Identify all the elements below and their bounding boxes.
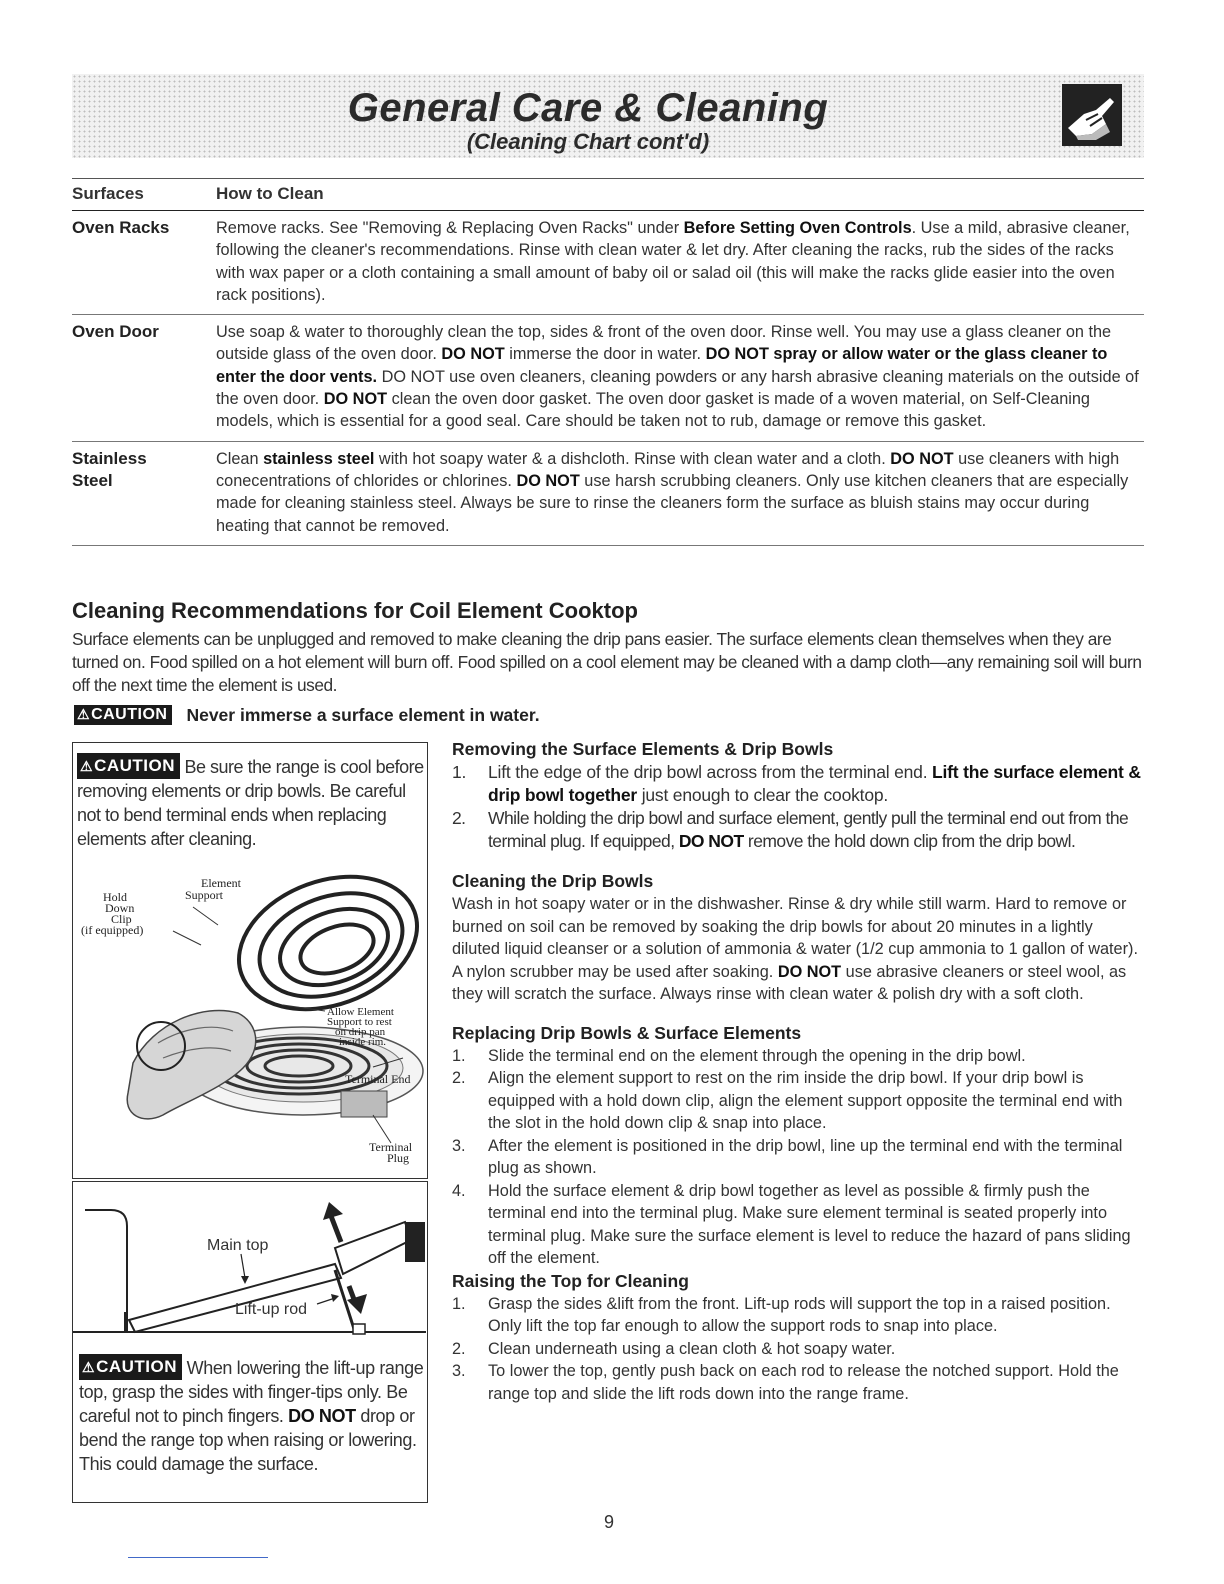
label-support: Support (185, 888, 224, 902)
caution-badge: ⚠CAUTION (74, 705, 172, 725)
cleaning-chart (72, 178, 1144, 546)
page-subtitle: (Cleaning Chart cont'd) (466, 129, 710, 154)
chart-row-stainless-steel (72, 442, 1144, 546)
footer-rule (128, 1557, 268, 1558)
list-item: 2. While holding the drip bowl and surface element, gently pull the terminal end out from the terminal plug. If equipped, DO NOT remove the hold down clip from the drip bowl. (452, 808, 1129, 851)
label-inside-rim: inside rim. (339, 1036, 387, 1048)
label-terminal: Terminal (369, 1140, 413, 1154)
list-item: 1. Grasp the sides &lift from the front. Lift-up rods will support the top in a raised position. Only lift the top far enough to allow the support rods to snap into place. (452, 1294, 1111, 1335)
col-surfaces: Surfaces (72, 184, 144, 203)
warning-triangle-icon: ⚠ (77, 706, 91, 722)
caution-lift-top-text: ⚠CAUTION When lowering the lift-up range top, grasp the sides with finger-tips only. Be careful not to pinch fingers. DO NOT drop or bend the range top when raising or lowering. This could damage the surface. (79, 1354, 425, 1476)
list-item: 1. Lift the edge of the drip bowl across from the terminal end. Lift the surface element & drip bowl together just enough to clear the cooktop. (452, 762, 1141, 805)
list-item: 4. Hold the surface element & drip bowl together as level as possible & firmly push the terminal end into the terminal plug. Make sure element terminal is seated properly into terminal plug. Make sure the surface element is level to reduce the hazard of pans sliding off the element. (452, 1181, 1131, 1267)
section-title: Cleaning Recommendations for Coil Element Cooktop (72, 598, 638, 623)
removing-steps (452, 761, 1144, 853)
lift-up-top-box (72, 1181, 428, 1503)
label-lift-up-rod: Lift-up rod (235, 1301, 308, 1318)
surface-instructions: Clean stainless steel with hot soapy water & a dishcloth. Rinse with clean water and a cloth. DO NOT use cleaners with high conecentrations of chlorides or chlorines. DO NOT use harsh scrubbing cleaners. Only use kitchen cleaners that are especially made for cleaning stainless steel. Always be sure to rinse the cleaners form the surface as bluish stains may occur during heating that cannot be removed. (216, 449, 1129, 535)
list-item: 3. After the element is positioned in the drip bowl, line up the terminal end with the terminal plug as shown. (452, 1136, 1123, 1177)
label-plug: Plug (387, 1151, 410, 1165)
replacing-title: Replacing Drip Bowls & Surface Elements (452, 1022, 802, 1043)
list-item: 3. To lower the top, gently push back on each rod to release the notched support. Hold the range top and slide the lift rods down into the range frame. (452, 1362, 1119, 1403)
col-how-to-clean: How to Clean (216, 184, 324, 203)
coil-element-diagram (73, 853, 426, 1178)
label-on-drip-pan: on drip pan (335, 1026, 386, 1038)
surface-instructions: Use soap & water to thoroughly clean the top, sides & front of the oven door. Rinse well. You may use a glass cleaner on the outside glass of the oven door. DO NOT immerse the door in water. DO NOT spray or allow water or the glass cleaner to enter the door vents. DO NOT use oven cleaners, cleaning powders or any harsh abrasive cleaning materials on the outside of the oven door. DO NOT clean the oven door gasket. The oven door gasket is made of a woven material, on Self-Cleaning models, which is essential for a good seal. Care should be taken not to rub, damage or remove this gasket. (216, 323, 1139, 431)
page-title: General Care & Cleaning (347, 86, 829, 130)
list-item: 2. Clean underneath using a clean cloth & hot soapy water. (452, 1339, 896, 1358)
label-hold: Hold (103, 890, 127, 904)
label-allow-element: Allow Element (327, 1006, 394, 1018)
chart-row-oven-door (72, 315, 1144, 441)
cleaning-hand-icon (1062, 84, 1122, 146)
list-item: 2. Align the element support to rest on the rim inside the drip bowl. If your drip bowl is equipped with a hold down clip, align the element support opposite the terminal end with the slot in the hold down clip & snap into place. (452, 1069, 1123, 1132)
lift-up-rod-diagram (73, 1182, 426, 1352)
label-down: Down (105, 901, 135, 915)
replacing-steps (452, 1045, 1144, 1270)
caution-text: Never immerse a surface element in water. (186, 705, 540, 725)
surface-name: Oven Racks (72, 218, 170, 237)
label-support-to-rest: Support to rest (327, 1016, 392, 1028)
surface-name: Oven Door (72, 322, 159, 342)
caution-notice (74, 705, 540, 726)
cleaning-drip-text: Wash in hot soapy water or in the dishwasher. Rinse & dry while still warm. Hard to remove or burned on soil can be removed by soaking the drip bowls for about 20 minutes in a lightly diluted liquid cleanser or a solution of ammonia & water (1/2 cup ammonia to 1 gallon of water). A nylon scrubber may be used after soaking. DO NOT use abrasive cleaners or steel wool, as they will scratch the surface. Always rinse with clean water & polish dry with a soft cloth. (452, 895, 1138, 1003)
warning-triangle-icon: ⚠ (82, 1359, 96, 1375)
raising-title: Raising the Top for Cleaning (452, 1270, 689, 1291)
raising-steps (452, 1293, 1144, 1406)
caution-badge: ⚠CAUTION (77, 753, 180, 779)
label-element: Element (201, 876, 241, 890)
warning-triangle-icon: ⚠ (80, 758, 94, 774)
label-if-equipped: (if equipped) (81, 923, 144, 937)
label-main-top: Main top (207, 1237, 269, 1254)
caution-badge: ⚠CAUTION (79, 1354, 182, 1380)
chart-row-oven-racks (72, 211, 1144, 315)
caution-cool-range-text: ⚠CAUTION Be sure the range is cool before removing elements or drip bowls. Be careful not to bend terminal ends when replacing elements after cleaning. (77, 753, 425, 851)
chart-header (72, 178, 1144, 211)
removing-title: Removing the Surface Elements & Drip Bowls (452, 739, 834, 759)
element-illustration-box (72, 742, 428, 1179)
cleaning-drip-title: Cleaning the Drip Bowls (452, 871, 654, 891)
instructions-column (452, 738, 1144, 1405)
list-item: 1. Slide the terminal end on the element through the opening in the drip bowl. (452, 1046, 1026, 1065)
surface-instructions: Remove racks. See "Removing & Replacing Oven Racks" under Before Setting Oven Controls. Use a mild, abrasive cleaner, following the cleaner's recommendations. Rinse with clean water & let dry. After cleaning the racks, rub the sides of the racks with wax paper or a cloth containing a small amount of baby oil or salad oil (this will make the racks glide easier into the oven rack positions). (216, 219, 1130, 304)
section-intro: Surface elements can be unplugged and removed to make cleaning the drip pans easier. The surface elements clean themselves when they are turned on. Food spilled on a hot element will burn off. Food spilled on a cool element may be cleaned with a damp cloth—any remaining soil will burn off the next time the element is used. (72, 629, 1142, 695)
page-number: 9 (604, 1512, 615, 1532)
header-banner (72, 74, 1144, 158)
label-terminal-end: Terminal End (345, 1072, 411, 1086)
label-clip: Clip (111, 912, 132, 926)
surface-name: Stainless Steel (72, 448, 147, 490)
